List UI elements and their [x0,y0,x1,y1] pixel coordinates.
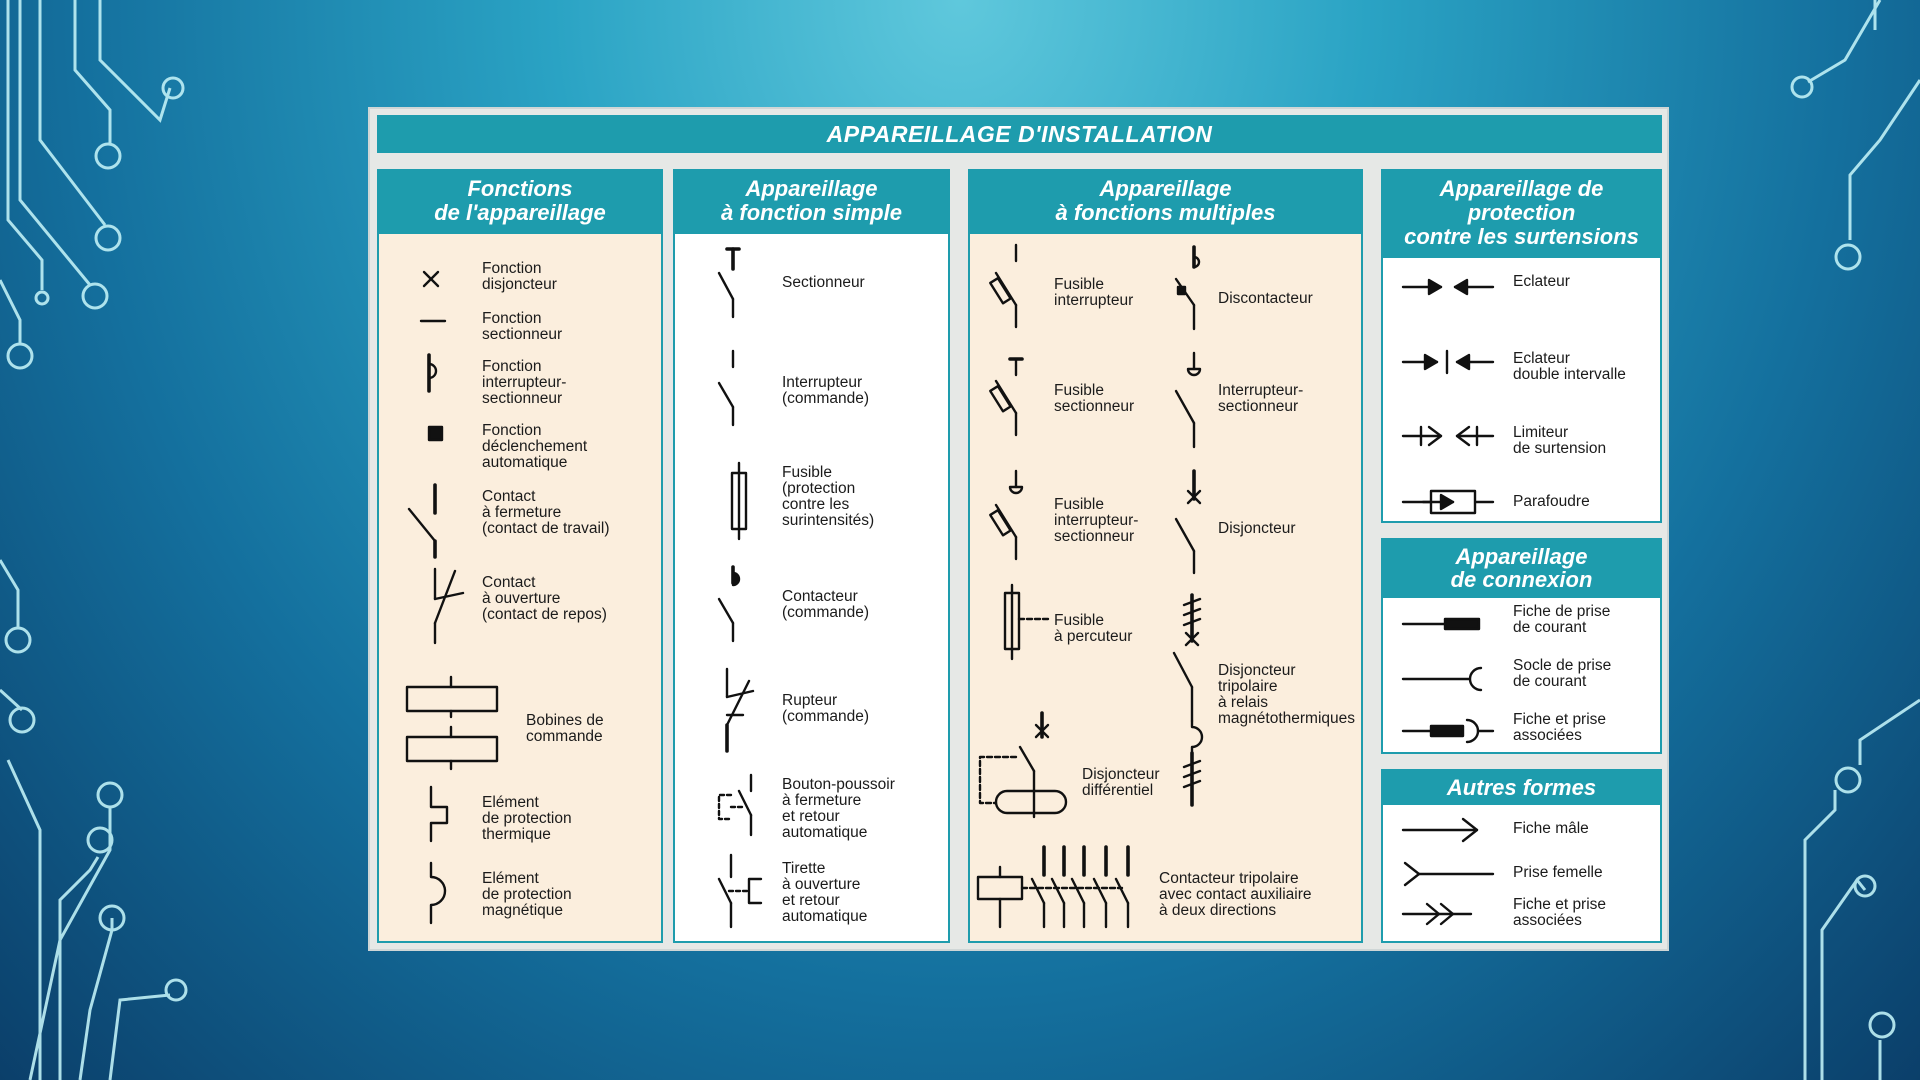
label-contacteur-tripolaire: Contacteur tripolaire avec contact auxiliaire à deux directions [1159,870,1312,919]
disjoncteur-icon [1166,469,1210,579]
panel-fonction-simple [673,169,950,943]
fiche-male-icon [1401,815,1501,845]
contact-fermeture-icon [405,483,445,561]
disjoncteur-tripolaire-icon [1158,591,1218,809]
label-interrupteur: Interrupteur (commande) [782,374,869,407]
declenchement-function-icon [427,425,447,445]
label-contact-ouverture: Contact à ouverture (contact de repos) [482,574,607,623]
fusible-interrupteur-sectionneur-icon [986,469,1030,565]
interrupteur-icon [713,347,753,429]
label-fiche-male: Fiche mâle [1513,820,1589,837]
label-fusible-percuteur: Fusible à percuteur [1054,612,1133,645]
limiteur-icon [1401,421,1501,451]
label-contacteur: Contacteur (commande) [782,588,869,621]
interrupteur-sectionneur-icon [1166,351,1210,451]
fiche-prise-associees-alt-icon [1401,899,1501,929]
label-prise-femelle: Prise femelle [1513,864,1603,881]
panel-fonctions-multiples [968,169,1363,943]
panel-connexion [1381,538,1662,754]
label-disjoncteur-tripolaire: Disjoncteur tripolaire à relais magnétothermiques [1218,662,1355,727]
fusible-icon [727,461,751,541]
label-fusible-interrupteur: Fusible interrupteur [1054,276,1134,309]
disjoncteur-differentiel-icon [976,709,1096,821]
panel-autres-formes [1381,769,1662,943]
panel-surtensions-title: Appareillage de protection contre les surtensions [1383,171,1660,258]
label-sectionneur: Sectionneur [782,274,865,291]
label-disjoncteur-differentiel: Disjoncteur différentiel [1082,766,1160,799]
bouton-poussoir-icon [713,773,763,845]
fiche-prise-icon [1401,614,1501,634]
fusible-percuteur-icon [992,583,1052,663]
label-eclateur-double: Eclateur double intervalle [1513,350,1626,383]
label-limiteur: Limiteur de surtension [1513,424,1607,457]
label-parafoudre: Parafoudre [1513,493,1590,510]
label-fusible-interrupteur-sectionneur: Fusible interrupteur- sectionneur [1054,496,1139,545]
label-fusible: Fusible (protection contre les surintensités) [782,464,875,529]
contacteur-tripolaire-icon [976,843,1146,933]
label-socle-prise: Socle de prise de courant [1513,657,1612,690]
label-interrupteur-sectionneur: Interrupteur- sectionneur [1218,382,1304,415]
installation-board [368,107,1669,951]
label-fonction-sectionneur: Fonction sectionneur [482,310,563,343]
fiche-prise-associees-icon [1401,716,1501,746]
protection-magnetique-icon [425,861,459,925]
panel-multiples-title: Appareillage à fonctions multiples [970,171,1361,234]
rupteur-icon [713,667,763,757]
label-fonction-interrupteur-sectionneur: Fonction interrupteur- sectionneur [482,358,567,407]
label-disjoncteur: Disjoncteur [1218,520,1296,537]
protection-thermique-icon [425,785,459,843]
prise-femelle-icon [1401,859,1501,889]
eclateur-icon [1401,275,1501,299]
disjoncteur-function-icon [419,267,449,297]
label-bobines: Bobines de commande [526,712,604,745]
label-fiche-prise-associees-alt: Fiche et prise associées [1513,896,1607,929]
sectionneur-function-icon [419,311,449,331]
label-rupteur: Rupteur (commande) [782,692,869,725]
label-fiche-prise: Fiche de prise de courant [1513,603,1611,636]
sectionneur-icon [713,241,753,321]
panel-autres-title: Autres formes [1383,771,1660,805]
tirette-icon [713,853,773,933]
label-fiche-prise-associees: Fiche et prise associées [1513,711,1607,744]
label-fonction-declenchement: Fonction déclenchement automatique [482,422,588,471]
socle-prise-icon [1401,664,1501,694]
panel-fonctions-title: Fonctions de l'appareillage [379,171,661,234]
label-eclateur: Eclateur [1513,273,1570,290]
discontacteur-icon [1166,243,1210,333]
label-protection-thermique: Elément de protection thermique [482,794,572,843]
panel-connexion-title: Appareillage de connexion [1383,540,1660,598]
label-fonction-disjoncteur: Fonction disjoncteur [482,260,557,293]
label-contact-fermeture: Contact à fermeture (contact de travail) [482,488,610,537]
panel-simple-title: Appareillage à fonction simple [675,171,948,234]
fusible-interrupteur-icon [986,243,1030,333]
main-title: APPAREILLAGE D'INSTALLATION [377,115,1662,153]
interrupteur-sectionneur-function-icon [423,351,453,397]
eclateur-double-icon [1401,347,1501,377]
contacteur-icon [713,563,753,645]
label-fusible-sectionneur: Fusible sectionneur [1054,382,1135,415]
label-tirette: Tirette à ouverture et retour automatique [782,860,868,925]
bobines-icon [405,675,505,771]
panel-fonctions [377,169,663,943]
label-bouton-poussoir: Bouton-poussoir à fermeture et retour automatique [782,776,895,841]
label-protection-magnetique: Elément de protection magnétique [482,870,572,919]
label-discontacteur: Discontacteur [1218,290,1313,307]
contact-ouverture-icon [423,567,471,647]
fusible-sectionneur-icon [986,351,1030,441]
parafoudre-icon [1401,487,1501,517]
panel-surtensions [1381,169,1662,523]
